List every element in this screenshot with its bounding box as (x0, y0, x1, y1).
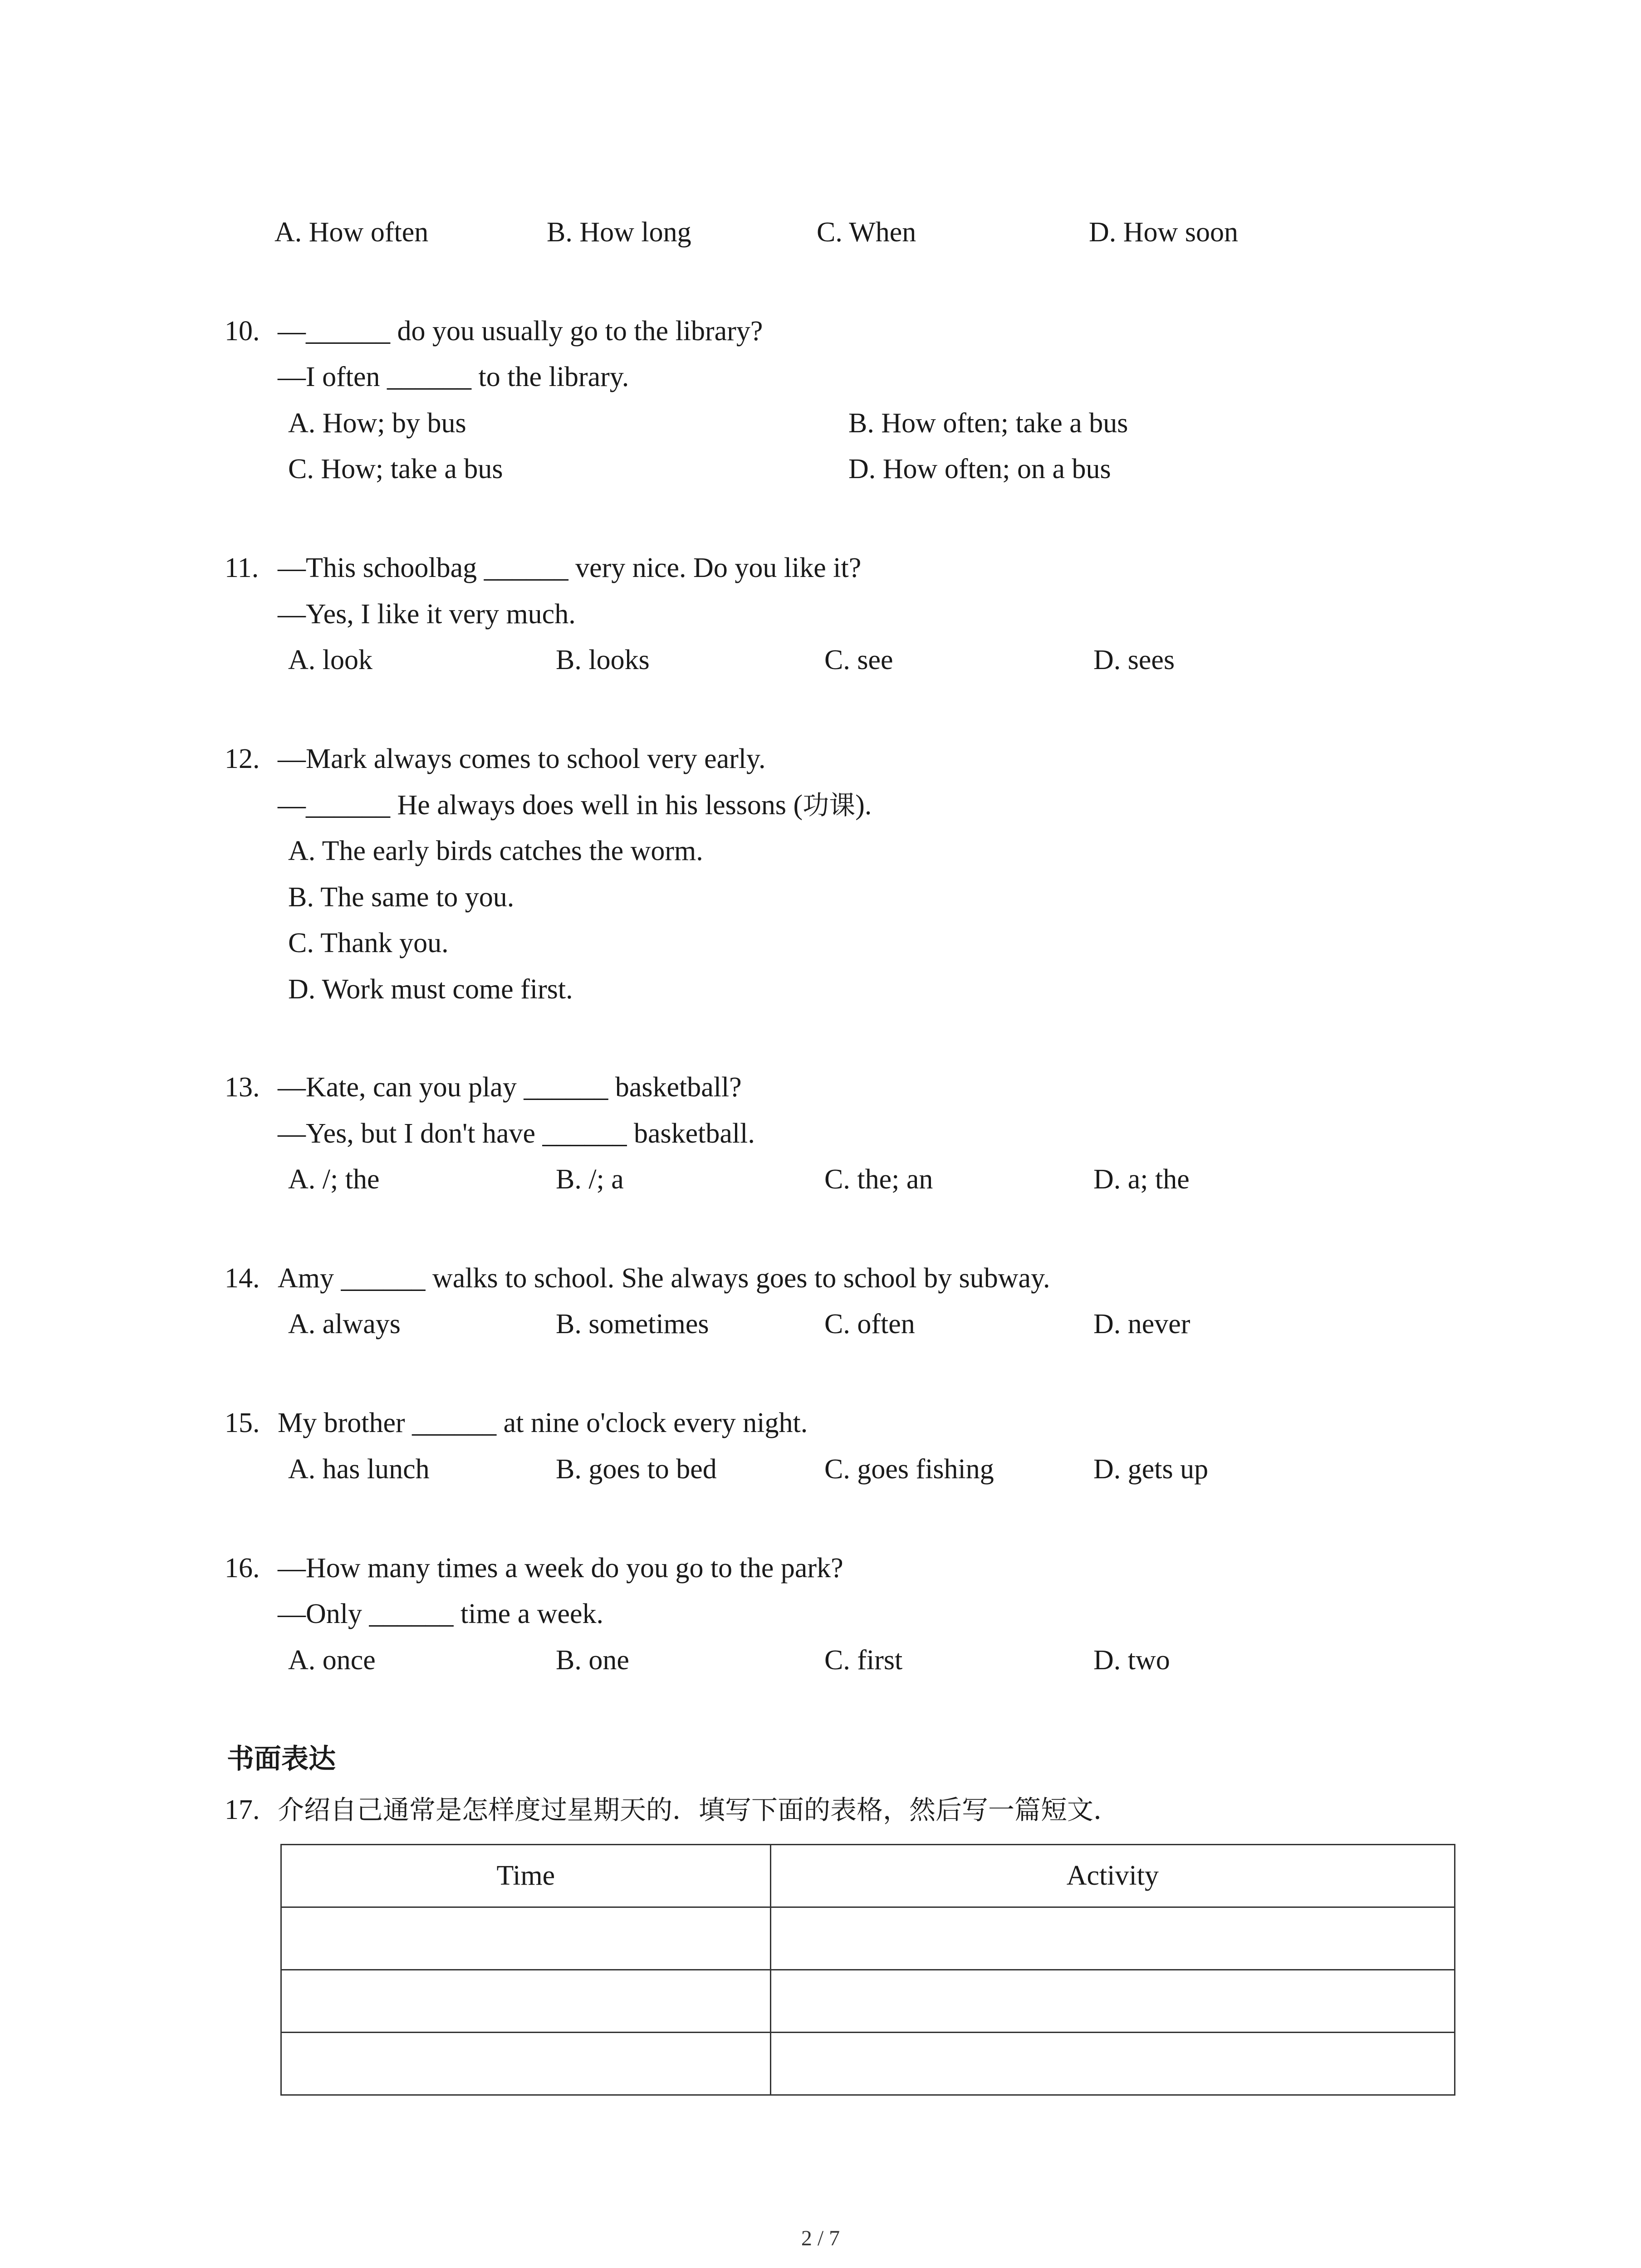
q12-number: 12. (225, 743, 260, 774)
q10-line-2: —I often ______ to the library. (278, 362, 629, 392)
q15-option-d: D. gets up (1093, 1454, 1209, 1485)
q15-line-1: My brother ______ at nine o'clock every night. (278, 1408, 808, 1438)
q13-option-a: A. /; the (288, 1164, 380, 1195)
q16-option-d: D. two (1093, 1645, 1170, 1676)
q14-option-a: A. always (288, 1309, 401, 1339)
q9-option-a: A. How often (274, 217, 429, 248)
q10-option-d: D. How often; on a bus (848, 454, 1111, 484)
q16-option-a: A. once (288, 1645, 376, 1676)
q9-option-d: D. How soon (1089, 217, 1238, 248)
q11-option-a: A. look (288, 645, 372, 675)
q14-option-c: C. often (824, 1309, 915, 1339)
table-cell-time[interactable] (281, 1970, 771, 2033)
q13-option-b: B. /; a (556, 1164, 624, 1195)
q11-line-1: —This schoolbag ______ very nice. Do you like it? (278, 552, 862, 583)
q13-option-d: D. a; the (1093, 1164, 1190, 1195)
q15-option-a: A. has lunch (288, 1454, 430, 1485)
q10-number: 10. (225, 316, 260, 347)
q11-option-c: C. see (824, 645, 893, 675)
q16-line-2: —Only ______ time a week. (278, 1598, 604, 1629)
q12-line-2 (278, 787, 872, 823)
q16-line-1: —How many times a week do you go to the park? (278, 1553, 843, 1584)
q15-number: 15. (225, 1408, 260, 1438)
q17-number: 17. (225, 1794, 260, 1825)
q12-option-c: C. Thank you. (288, 928, 449, 958)
q11-option-b: B. looks (556, 645, 650, 675)
q13-option-c: C. the; an (824, 1164, 933, 1195)
q15-option-c: C. goes fishing (824, 1454, 994, 1485)
q14-line-1: Amy ______ walks to school. She always goes to school by subway. (278, 1263, 1050, 1294)
table-cell-time[interactable] (281, 1907, 771, 1970)
q12-line-2-gloss: 功课 (803, 790, 856, 821)
table-header-row (281, 1845, 1455, 1907)
q10-line-1: —______ do you usually go to the library? (278, 316, 763, 347)
q10-option-a: A. How; by bus (288, 408, 466, 439)
section-title-writing: 书面表达 (227, 1743, 336, 1775)
q11-line-2: —Yes, I like it very much. (278, 599, 576, 630)
table-cell-activity[interactable] (770, 1970, 1455, 2033)
q11-number: 11. (225, 552, 259, 583)
table-header-activity: Activity (770, 1845, 1455, 1907)
table-row (281, 1970, 1455, 2033)
q10-option-c: C. How; take a bus (288, 454, 503, 484)
page-number: 2 / 7 (801, 2226, 840, 2250)
q12-option-b: B. The same to you. (288, 882, 514, 913)
q16-number: 16. (225, 1553, 260, 1584)
q12-option-a: A. The early birds catches the worm. (288, 836, 703, 866)
activity-table (280, 1844, 1455, 2096)
table-header-time: Time (281, 1845, 771, 1907)
q10-option-b: B. How often; take a bus (848, 408, 1128, 439)
q14-option-b: B. sometimes (556, 1309, 709, 1339)
q17-prompt: 介绍自己通常是怎样度过星期天的．填写下面的表格，然后写一篇短文． (278, 1794, 1120, 1825)
table-cell-time[interactable] (281, 2033, 771, 2095)
q14-number: 14. (225, 1263, 260, 1294)
q14-option-d: D. never (1093, 1309, 1190, 1339)
table-cell-activity[interactable] (770, 1907, 1455, 1970)
q12-line-1: —Mark always comes to school very early. (278, 743, 766, 774)
q13-line-1: —Kate, can you play ______ basketball? (278, 1072, 742, 1103)
q16-option-b: B. one (556, 1645, 629, 1676)
q9-option-b: B. How long (547, 217, 691, 248)
q16-option-c: C. first (824, 1645, 903, 1676)
q11-option-d: D. sees (1093, 645, 1175, 675)
q9-option-c: C. When (817, 217, 916, 248)
q12-option-d: D. Work must come first. (288, 974, 573, 1005)
q15-option-b: B. goes to bed (556, 1454, 717, 1485)
q13-line-2: —Yes, but I don't have ______ basketball. (278, 1118, 755, 1149)
q12-line-2-text: —______ He always does well in his lessons ( (278, 790, 803, 821)
table-cell-activity[interactable] (770, 2033, 1455, 2095)
q12-line-2-end: ). (855, 790, 872, 821)
table-row (281, 2033, 1455, 2095)
q13-number: 13. (225, 1072, 260, 1103)
table-row (281, 1907, 1455, 1970)
